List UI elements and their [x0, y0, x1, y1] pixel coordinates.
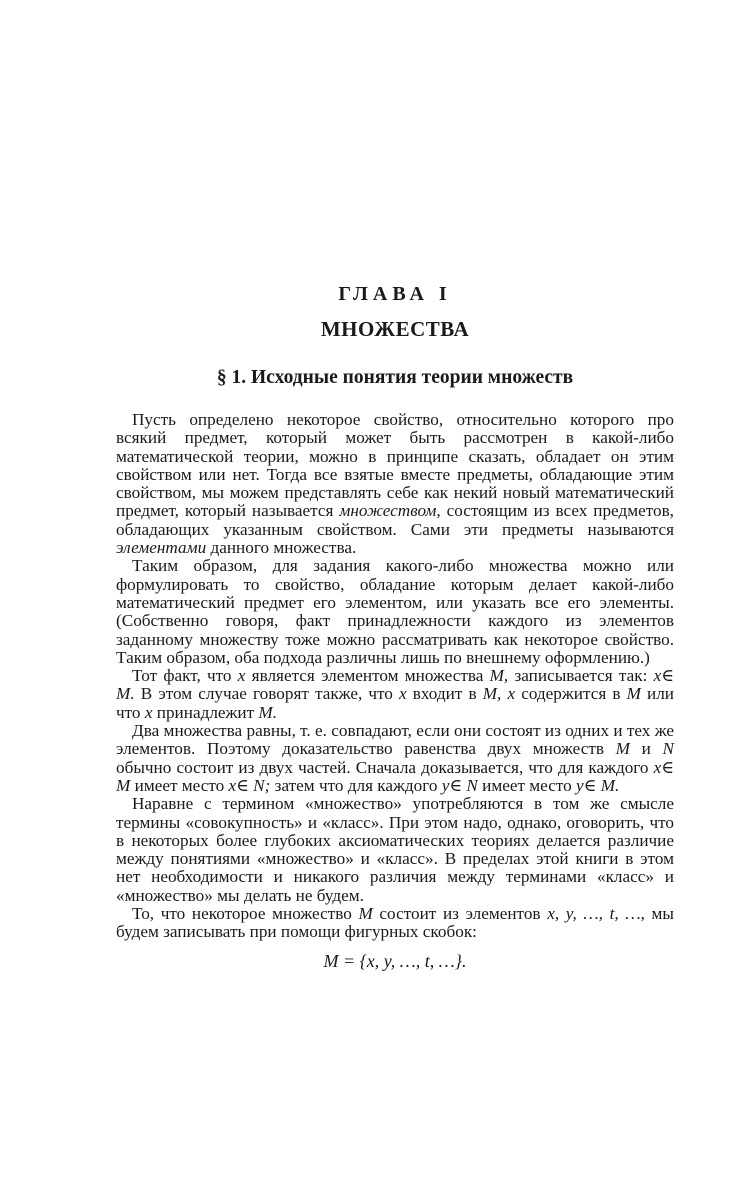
paragraph-6: То, что некоторое множество M состоит из элементов x, y, …, t, …, мы будем записывать при помощи фигурных скобок:: [116, 904, 674, 942]
paragraph-2: Таким образом, для задания какого-либо множества можно или формулировать то свойство, обладание которым делает какой-либо математический предмет его элементом, или указать все его элементы. (Собственно говоря, факт принадлежности каждого из элементов заданному множеству тоже можно рассматривать как некоторое свойство. Таким образом, оба подхода различны лишь по внешнему оформлению.): [116, 556, 674, 667]
paragraph-4: Два множества равны, т. е. совпадают, если они состоят из одних и тех же элементов. Поэтому доказательство равенства двух множеств M и N обычно состоит из двух частей. Сначала доказывается, что для каждого x∈ M имеет место x∈ N; затем что для каждого y∈ N имеет место y∈ M.: [116, 721, 675, 795]
section-title: § 1. Исходные понятия теории множеств: [216, 367, 574, 388]
set-notation-formula: M = {x, y, …, t, …}.: [323, 950, 467, 971]
paragraph-1: Пусть определено некоторое свойство, относительно которого про всякий предмет, который может быть рассмотрен в какой-либо математической теории, можно в принципе сказать, обладает он этим свойством или нет. Тогда все взятые вместе предметы, обладающие этим свойством, мы можем представлять себе как некий новый математический предмет, который называется множеством, состоящим из всех предметов, обладающих указанным свойством. Сами эти предметы называются элементами данного множества.: [116, 410, 674, 558]
paragraph-3: Тот факт, что x является элементом множества M, записывается так: x∈ M. В этом случае говорят также, что x входит в M, x содержится в M или что x принадлежит M.: [116, 666, 674, 722]
chapter-label: ГЛАВА I: [338, 283, 452, 305]
paragraph-5: Наравне с термином «множество» употребляются в том же смысле термины «совокупность» и «класс». При этом надо, однако, оговорить, что в некоторых более глубоких аксиоматических теориях делается различие между понятиями «множество» и «класс». В пределах этой книги в этом нет необходимости и никакого различия между терминами «класс» и «множество» мы делать не будем.: [116, 794, 674, 905]
body-text: [116, 411, 674, 970]
chapter-title: МНОЖЕСТВА: [320, 317, 470, 341]
